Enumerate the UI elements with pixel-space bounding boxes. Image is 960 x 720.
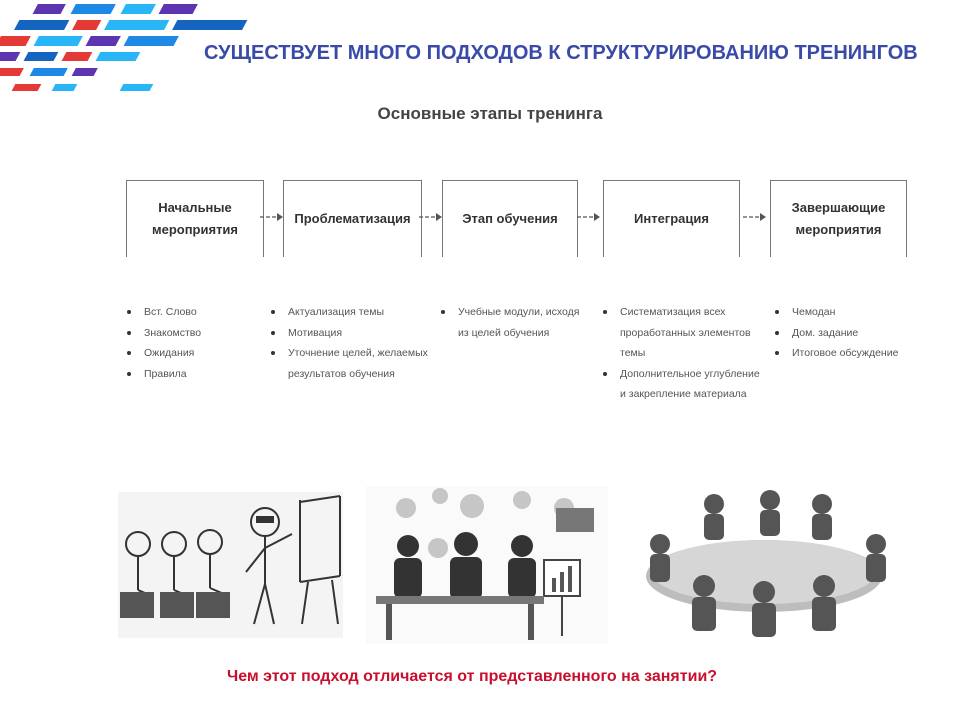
stage-box-problem (283, 180, 422, 257)
list-item: Дополнительное углубление и закрепление материала (620, 364, 760, 405)
stage-box-final (770, 180, 907, 257)
list-item: Знакомство (144, 323, 274, 344)
arrow-right-icon (418, 210, 444, 224)
stage-box-integration (603, 180, 740, 257)
list-item: Мотивация (288, 323, 438, 344)
stage-label: Проблематизация (294, 211, 411, 226)
arrow-right-icon (259, 210, 285, 224)
list-item: Чемодан (792, 302, 922, 323)
discussion-question: Чем этот подход отличается от представленного на занятии? (226, 668, 718, 685)
stage-label: Интеграция (634, 211, 709, 226)
list-item: Итоговое обсуждение (792, 343, 922, 364)
section-title: Основные этапы тренинга (377, 104, 603, 123)
presenter-sketch-illustration (118, 492, 343, 638)
round-table-illustration (638, 488, 890, 644)
stage-label: Начальные (158, 200, 232, 215)
stage-label: Завершающие (791, 200, 886, 215)
stage-bullets-final (770, 302, 922, 364)
stage-bullets-problem (266, 302, 438, 384)
arrow-right-icon (742, 210, 768, 224)
list-item: Ожидания (144, 343, 274, 364)
list-item: Вст. Слово (144, 302, 274, 323)
stage-bullets-initial (122, 302, 274, 384)
list-item: Актуализация темы (288, 302, 438, 323)
stage-label: мероприятия (795, 222, 882, 237)
list-item: Уточнение целей, желаемых результатов обучения (288, 343, 438, 384)
stage-box-learning (442, 180, 578, 257)
stage-label: Этап обучения (462, 211, 558, 226)
list-item: Дом. задание (792, 323, 922, 344)
stage-box-initial (126, 180, 264, 257)
list-item: Систематизация всех проработанных элементов темы (620, 302, 760, 364)
list-item: Правила (144, 364, 274, 385)
stage-bullets-learning (436, 302, 590, 343)
arrow-right-icon (576, 210, 602, 224)
team-meeting-illustration (366, 486, 608, 644)
list-item: Учебные модули, исходя из целей обучения (458, 302, 590, 343)
stage-bullets-integration (598, 302, 760, 405)
slide-title: СУЩЕСТВУЕТ МНОГО ПОДХОДОВ К СТРУКТУРИРОВАНИЮ ТРЕНИНГОВ (204, 42, 918, 64)
stage-label: мероприятия (151, 222, 239, 237)
